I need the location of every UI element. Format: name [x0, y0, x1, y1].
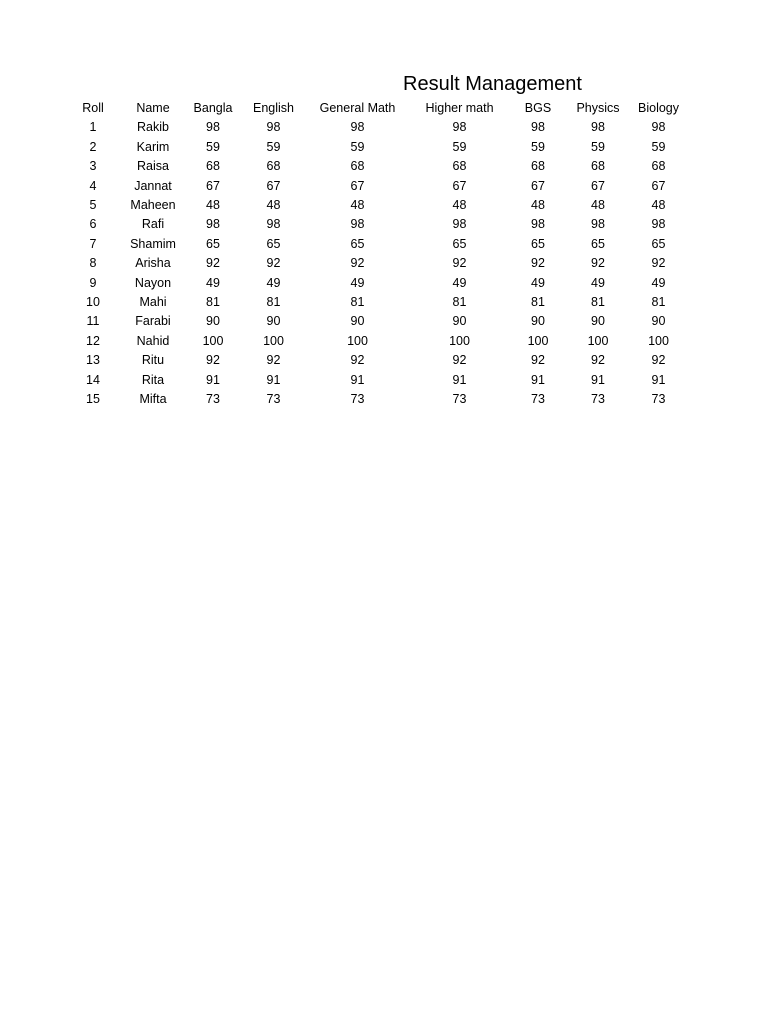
cell-higher-math: 92 — [452, 353, 467, 368]
cell-name: Rafi — [141, 217, 165, 232]
cell-general-math: 98 — [350, 217, 365, 232]
cell-english: 49 — [266, 275, 281, 290]
cell-higher-math: 65 — [452, 236, 467, 251]
cell-english: 48 — [266, 198, 281, 213]
cell-general-math: 92 — [350, 256, 365, 271]
cell-higher-math: 90 — [452, 314, 467, 329]
cell-roll: 8 — [89, 256, 97, 271]
cell-general-math: 67 — [350, 178, 365, 193]
cell-physics: 98 — [591, 120, 605, 135]
cell-general-math: 98 — [350, 120, 365, 135]
cell-bangla: 48 — [206, 198, 220, 213]
cell-bangla: 90 — [206, 314, 220, 329]
cell-general-math: 92 — [350, 353, 365, 368]
cell-physics: 98 — [591, 217, 605, 232]
cell-english: 67 — [266, 178, 281, 193]
cell-english: 98 — [266, 120, 281, 135]
cell-biology: 59 — [651, 139, 666, 154]
cell-roll: 13 — [86, 353, 100, 368]
cell-name: Farabi — [135, 314, 171, 329]
cell-english: 81 — [266, 295, 281, 310]
cell-biology: 67 — [651, 178, 666, 193]
cell-physics: 49 — [591, 275, 605, 290]
column-header-general-math: General Math — [319, 101, 396, 115]
cell-bgs: 100 — [527, 333, 549, 348]
cell-physics: 68 — [591, 159, 605, 174]
cell-roll: 12 — [86, 333, 100, 348]
cell-english: 92 — [266, 256, 281, 271]
table-body — [63, 118, 689, 409]
cell-bangla: 67 — [206, 178, 220, 193]
cell-bgs: 68 — [531, 159, 545, 174]
column-header-name: Name — [136, 101, 170, 115]
cell-english: 65 — [266, 236, 281, 251]
cell-biology: 68 — [651, 159, 666, 174]
cell-bgs: 59 — [531, 139, 545, 154]
cell-higher-math: 81 — [452, 295, 467, 310]
table-row — [63, 254, 689, 273]
cell-general-math: 48 — [350, 198, 365, 213]
cell-name: Raisa — [137, 159, 169, 174]
cell-bangla: 59 — [206, 139, 220, 154]
cell-english: 91 — [266, 372, 281, 387]
cell-bangla: 73 — [206, 392, 220, 407]
cell-name: Shamim — [130, 236, 176, 251]
cell-bgs: 81 — [531, 295, 545, 310]
cell-roll: 15 — [86, 392, 100, 407]
cell-biology: 81 — [651, 295, 666, 310]
cell-roll: 1 — [89, 120, 97, 135]
cell-biology: 92 — [651, 353, 666, 368]
cell-bgs: 49 — [531, 275, 545, 290]
table-row — [63, 371, 689, 390]
cell-bgs: 98 — [531, 217, 545, 232]
cell-higher-math: 91 — [452, 372, 467, 387]
cell-bangla: 100 — [202, 333, 224, 348]
column-header-roll: Roll — [82, 101, 104, 115]
cell-general-math: 65 — [350, 236, 365, 251]
cell-name: Ritu — [141, 353, 165, 368]
cell-biology: 100 — [648, 333, 669, 348]
cell-bgs: 65 — [531, 236, 545, 251]
cell-roll: 2 — [89, 139, 97, 154]
column-header-higher-math: Higher math — [425, 101, 494, 115]
cell-higher-math: 92 — [452, 256, 467, 271]
table-row — [63, 138, 689, 157]
cell-general-math: 59 — [350, 139, 365, 154]
cell-bgs: 91 — [531, 372, 545, 387]
cell-bgs: 73 — [531, 392, 545, 407]
cell-bangla: 98 — [206, 120, 220, 135]
cell-general-math: 91 — [350, 372, 365, 387]
cell-general-math: 49 — [350, 275, 365, 290]
cell-higher-math: 100 — [449, 333, 470, 348]
cell-higher-math: 73 — [452, 392, 467, 407]
cell-physics: 90 — [591, 314, 605, 329]
cell-bgs: 98 — [531, 120, 545, 135]
cell-physics: 67 — [591, 178, 605, 193]
cell-bgs: 90 — [531, 314, 545, 329]
cell-physics: 92 — [591, 353, 605, 368]
cell-general-math: 73 — [350, 392, 365, 407]
cell-physics: 73 — [591, 392, 605, 407]
cell-bgs: 92 — [531, 353, 545, 368]
cell-general-math: 68 — [350, 159, 365, 174]
column-header-bgs: BGS — [524, 101, 552, 115]
cell-bangla: 91 — [206, 372, 220, 387]
cell-biology: 73 — [651, 392, 666, 407]
cell-name: Arisha — [135, 256, 171, 271]
cell-physics: 91 — [591, 372, 605, 387]
cell-roll: 10 — [86, 295, 100, 310]
table-row — [63, 157, 689, 176]
cell-bangla: 92 — [206, 256, 220, 271]
table-row — [63, 293, 689, 312]
column-header-english: English — [253, 101, 294, 115]
cell-physics: 92 — [591, 256, 605, 271]
cell-roll: 5 — [89, 198, 97, 213]
cell-roll: 3 — [89, 159, 97, 174]
cell-english: 92 — [266, 353, 281, 368]
cell-bangla: 65 — [206, 236, 220, 251]
cell-biology: 92 — [651, 256, 666, 271]
cell-bangla: 81 — [206, 295, 220, 310]
cell-bangla: 68 — [206, 159, 220, 174]
cell-higher-math: 68 — [452, 159, 467, 174]
table-row — [63, 332, 689, 351]
page-title: Result Management — [403, 73, 582, 95]
cell-name: Mifta — [139, 392, 167, 407]
cell-biology: 98 — [651, 217, 666, 232]
table-row — [63, 390, 689, 409]
cell-general-math: 100 — [347, 333, 368, 348]
table-row — [63, 351, 689, 370]
table-row — [63, 196, 689, 215]
cell-roll: 4 — [89, 178, 97, 193]
cell-higher-math: 98 — [452, 120, 467, 135]
cell-bangla: 92 — [206, 353, 220, 368]
cell-biology: 91 — [651, 372, 666, 387]
cell-general-math: 90 — [350, 314, 365, 329]
result-table — [63, 99, 689, 410]
cell-higher-math: 59 — [452, 139, 467, 154]
cell-name: Mahi — [139, 295, 167, 310]
cell-name: Karim — [136, 139, 170, 154]
cell-bgs: 92 — [531, 256, 545, 271]
cell-name: Maheen — [130, 198, 176, 213]
table-row — [63, 215, 689, 234]
cell-physics: 48 — [591, 198, 605, 213]
cell-biology: 48 — [651, 198, 666, 213]
cell-english: 59 — [266, 139, 281, 154]
cell-higher-math: 49 — [452, 275, 467, 290]
cell-bangla: 98 — [206, 217, 220, 232]
cell-physics: 59 — [591, 139, 605, 154]
column-header-physics: Physics — [576, 101, 620, 115]
cell-english: 68 — [266, 159, 281, 174]
column-header-bangla: Bangla — [193, 101, 233, 115]
cell-physics: 81 — [591, 295, 605, 310]
cell-bangla: 49 — [206, 275, 220, 290]
table-row — [63, 235, 689, 254]
table-row — [63, 312, 689, 331]
cell-bgs: 48 — [531, 198, 545, 213]
cell-english: 98 — [266, 217, 281, 232]
table-row — [63, 118, 689, 137]
table-row — [63, 177, 689, 196]
cell-physics: 100 — [587, 333, 609, 348]
header-row — [63, 99, 689, 118]
cell-name: Rakib — [137, 120, 169, 135]
cell-name: Nahid — [136, 333, 170, 348]
cell-roll: 14 — [86, 372, 100, 387]
cell-english: 100 — [263, 333, 284, 348]
cell-higher-math: 98 — [452, 217, 467, 232]
cell-name: Nayon — [134, 275, 172, 290]
cell-roll: 9 — [89, 275, 97, 290]
cell-roll: 7 — [89, 236, 97, 251]
cell-roll: 6 — [89, 217, 97, 232]
cell-physics: 65 — [591, 236, 605, 251]
cell-name: Jannat — [134, 178, 172, 193]
cell-biology: 98 — [651, 120, 666, 135]
cell-higher-math: 67 — [452, 178, 467, 193]
cell-biology: 49 — [651, 275, 666, 290]
cell-english: 73 — [266, 392, 281, 407]
cell-english: 90 — [266, 314, 281, 329]
cell-roll: 11 — [86, 314, 100, 329]
cell-higher-math: 48 — [452, 198, 467, 213]
cell-general-math: 81 — [350, 295, 365, 310]
cell-name: Rita — [141, 372, 165, 387]
table-row — [63, 274, 689, 293]
cell-bgs: 67 — [531, 178, 545, 193]
cell-biology: 90 — [651, 314, 666, 329]
column-header-biology: Biology — [638, 101, 679, 115]
cell-biology: 65 — [651, 236, 666, 251]
